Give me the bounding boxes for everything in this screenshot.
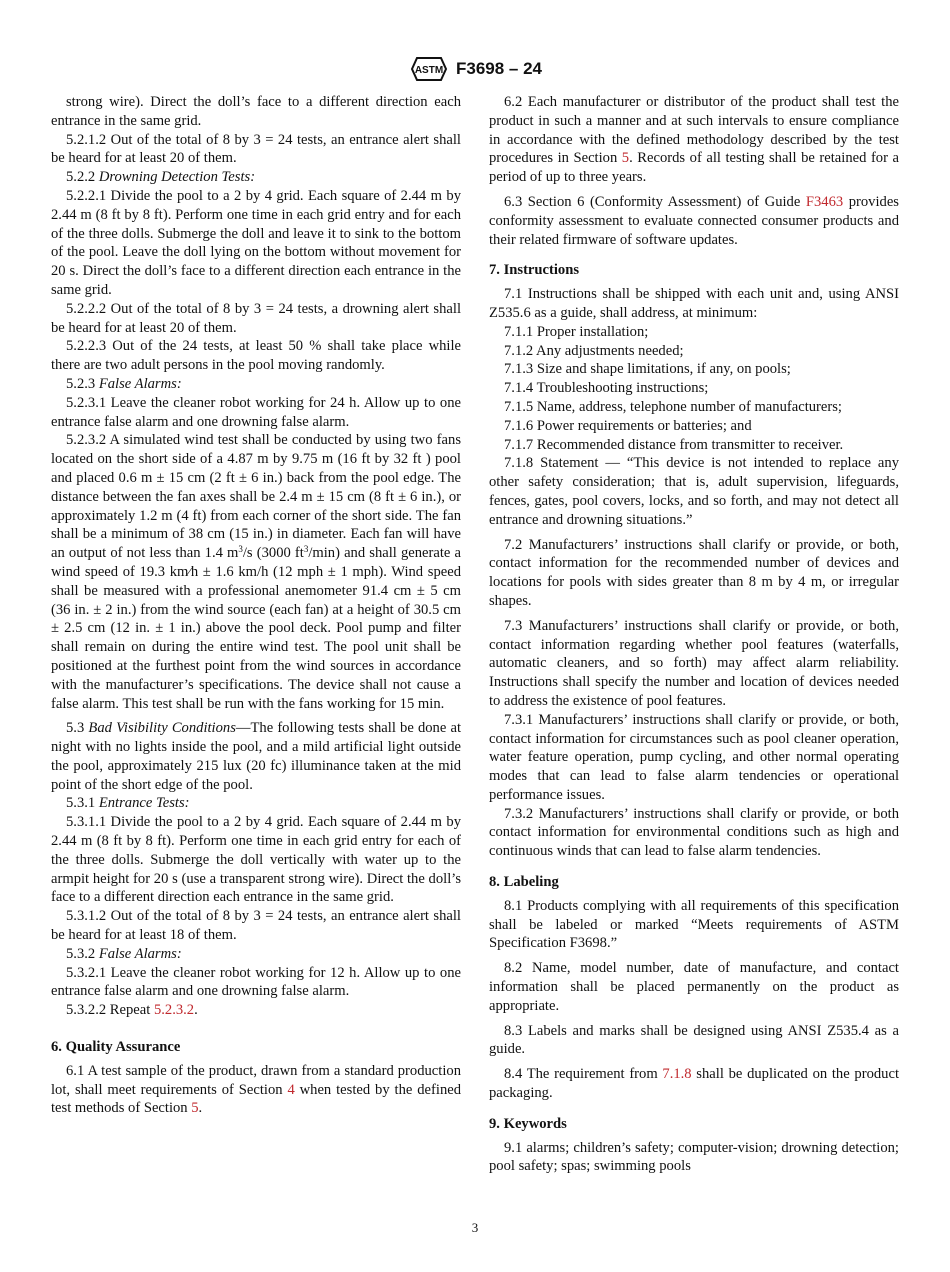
section-link[interactable]: 5 (621, 150, 630, 167)
list-item: 7.1.2 Any adjustments needed; (504, 342, 684, 359)
paragraph: 9.1 alarms; children’s safety; computer-vision; drowning detection; pool safety; spas; swimming pools (489, 1139, 899, 1175)
paragraph: 5.3.2.1 Leave the cleaner robot working for 12 h. Allow up to one entrance false alarm and one drowning false alarm. (51, 964, 461, 1000)
paragraph: 7.3 Manufacturers’ instructions shall clarify or provide, or both, contact information regarding whether pool features (waterfalls, automatic cleaners, and so forth) may affect alarm reliability. Instructions shall specify the number and location of devices needed to address the existence of pool features. (489, 617, 899, 709)
page-number: 3 (471, 1220, 479, 1235)
list-item: 7.1.6 Power requirements or batteries; and (504, 417, 752, 434)
paragraph: 5.2.2.3 Out of the 24 tests, at least 50 % shall take place while there are two adult persons in the pool moving randomly. (51, 338, 461, 374)
section-heading-5-3-2: 5.3.2 False Alarms: (66, 945, 182, 962)
paragraph: 8.4 The requirement from 7.1.8 shall be duplicated on the product packaging. (489, 1066, 900, 1102)
list-item: 7.1.1 Proper installation; (504, 323, 649, 340)
paragraph: 5.3.1.2 Out of the total of 8 by 3 = 24 tests, an entrance alert shall be heard for at least 18 of them. (51, 908, 461, 944)
paragraph: 6.2 Each manufacturer or distributor of the product shall test the product in such a manner and at such intervals to ensure compliance in accordance with the defined methodology described by the test procedures in Section 5. Records of all testing shall be retained for a period of up to three years. (489, 94, 899, 186)
section-link[interactable]: 7.1.8 (662, 1066, 692, 1083)
right-column (489, 93, 899, 1176)
guide-link[interactable]: F3463 (805, 193, 844, 210)
paragraph: 7.3.2 Manufacturers’ instructions shall clarify or provide, or both contact information for environmental conditions such as high and continuous winds that can lead to false alarm tendencies. (489, 805, 899, 860)
section-heading: 6. Quality Assurance (51, 1039, 181, 1056)
list-item: 7.1.8 Statement — “This device is not intended to replace any other safety consideration; that is, adult supervision, lifeguards, fences, gates, pool covers, locks, and so forth, and may not detect all entrance and drowning situations.” (489, 455, 899, 528)
list-item: 7.1.5 Name, address, telephone number of manufacturers; (504, 398, 842, 415)
document-id: F3698 – 24 (455, 59, 542, 78)
section-link[interactable]: 4 (287, 1081, 295, 1098)
section-heading-5-2-2: 5.2.2 Drowning Detection Tests: (66, 169, 256, 186)
section-heading: 8. Labeling (489, 874, 559, 891)
section-heading-5-3-1: 5.3.1 Entrance Tests: (66, 795, 190, 812)
paragraph: 6.1 A test sample of the product, drawn from a standard production lot, shall meet requirements of Section 4 when tested by the defined test methods of Section 5. (51, 1062, 462, 1117)
paragraph: 8.3 Labels and marks shall be designed using ANSI Z535.4 as a guide. (489, 1022, 899, 1058)
svg-text:ASTM: ASTM (414, 65, 444, 76)
list-item: 7.1.4 Troubleshooting instructions; (504, 380, 709, 397)
paragraph: 7.3.1 Manufacturers’ instructions shall clarify or provide, or both, contact information for circumstances such as pool cleaner operation, water feature operation, pump cycling, and other normal operating modes that can lead to false alarm tendencies or operational performance issues. (489, 711, 899, 803)
astm-logo (408, 54, 450, 84)
paragraph: 7.1 Instructions shall be shipped with each unit and, using ANSI Z535.6 as a guide, shall address, at minimum: (489, 286, 899, 321)
paragraph: 6.3 Section 6 (Conformity Assessment) of Guide F3463 provides conformity assessment to evaluate connected consumer products and their related firmware of software updates. (489, 193, 899, 248)
paragraph: 8.2 Name, model number, date of manufacture, and contact information shall be placed permanently on the product as appropriate. (489, 960, 899, 1014)
paragraph-5-3: 5.3 Bad Visibility Conditions—The following tests shall be done at night with no lights inside the pool, and a mild artificial light outside the pool, approximately 215 lux (20 fc) illuminance taken at the mid point of the short edge of the pool. (51, 720, 462, 793)
paragraph: 5.2.2.1 Divide the pool to a 2 by 4 grid. Each square of 2.44 m by 2.44 m (8 ft by 8 ft). Perform one time in each grid entry and for each of the three dolls. Submerge the doll and leave it to sink to the bottom of the pool. Leave the doll lying on the bottom without movement for 20 s. Direct the doll’s face to a different direction each entrance in the same grid. (51, 187, 461, 298)
paragraph: 5.3.2.2 Repeat 5.2.3.2. (66, 1002, 198, 1019)
paragraph: 7.2 Manufacturers’ instructions shall clarify or provide, or both, contact information for the recommended number of devices and locations for pools with sides greater than 8 m by 4 m, or irregular shapes. (489, 536, 899, 609)
section-heading-5-2-3: 5.2.3 False Alarms: (66, 375, 182, 392)
paragraph: 8.1 Products complying with all requirements of this specification shall be labeled or marked “Meets requirements of ASTM Specification F3698.” (489, 897, 899, 952)
paragraph: strong wire). Direct the doll’s face to a different direction each entrance in the same grid. (51, 94, 461, 129)
section-link[interactable]: 5 (191, 1100, 199, 1117)
paragraph: 5.2.1.2 Out of the total of 8 by 3 = 24 tests, an entrance alert shall be heard for at least 20 of them. (51, 131, 461, 167)
page-header (0, 54, 950, 84)
paragraph: 5.3.1.1 Divide the pool to a 2 by 4 grid. Each square of 2.44 m by 2.44 m (8 ft by 8 ft). Perform one time in each grid entry for each of the three dolls. Submerge the doll vertically with water up to the armpit height for 20 s (use a transparent strong wire). Direct the doll’s face to a different direction each entrance in the same grid. (51, 814, 461, 906)
section-link[interactable]: 5.2.3.2 (153, 1002, 195, 1019)
paragraph: 5.2.2.2 Out of the total of 8 by 3 = 24 tests, a drowning alert shall be heard for at least 20 of them. (51, 300, 461, 336)
left-column (51, 93, 461, 1118)
list-item: 7.1.7 Recommended distance from transmitter to receiver. (504, 436, 844, 453)
paragraph-wind-test: 5.2.3.2 A simulated wind test shall be conducted by using two fans located on the short side of a 4.87 m by 9.75 m (16 ft by 32 ft ) pool and placed 0.6 m ± 15 cm (2 ft ± 6 in.) back from the pool edge. The distance between the fan axes shall be 2.4 m ± 15 cm (8 ft ± 6 in.), or approximately 1.2 m (4 ft) from each corner of the short side. The fan shall be a minimum of 38 cm (15 in.) in diameter. Each fan will have an output of not less than 1.4 $m^3/s$ (3000 $ft^3/\min$) and shall generate a wind speed of 19.3 km⁄h ± 1.6 km/h (12 mph ± 1 mph). Wind speed shall be measured with a professional anemometer 91.4 cm ± 5 cm (36 in. ± 2 in.) from the wind source (each fan) at a height of 30.5 cm ± 2.5 cm (12 in. ± 1 in.) above the pool deck. Pool pump and filter shall remain on during the entire wind test. The pool unit shall be positioned at the furthest point from the wind sources in accordance with the manufacturer’s specifications. The device shall not cause a false alarm. This test shall be run with the fans working for 15 min. (51, 432, 461, 712)
list-item: 7.1.3 Size and shape limitations, if any, on pools; (504, 361, 791, 378)
paragraph: 5.2.3.1 Leave the cleaner robot working for 24 h. Allow up to one entrance false alarm and one drowning false alarm. (51, 394, 461, 430)
section-heading: 9. Keywords (489, 1115, 567, 1132)
section-heading: 7. Instructions (489, 262, 580, 279)
